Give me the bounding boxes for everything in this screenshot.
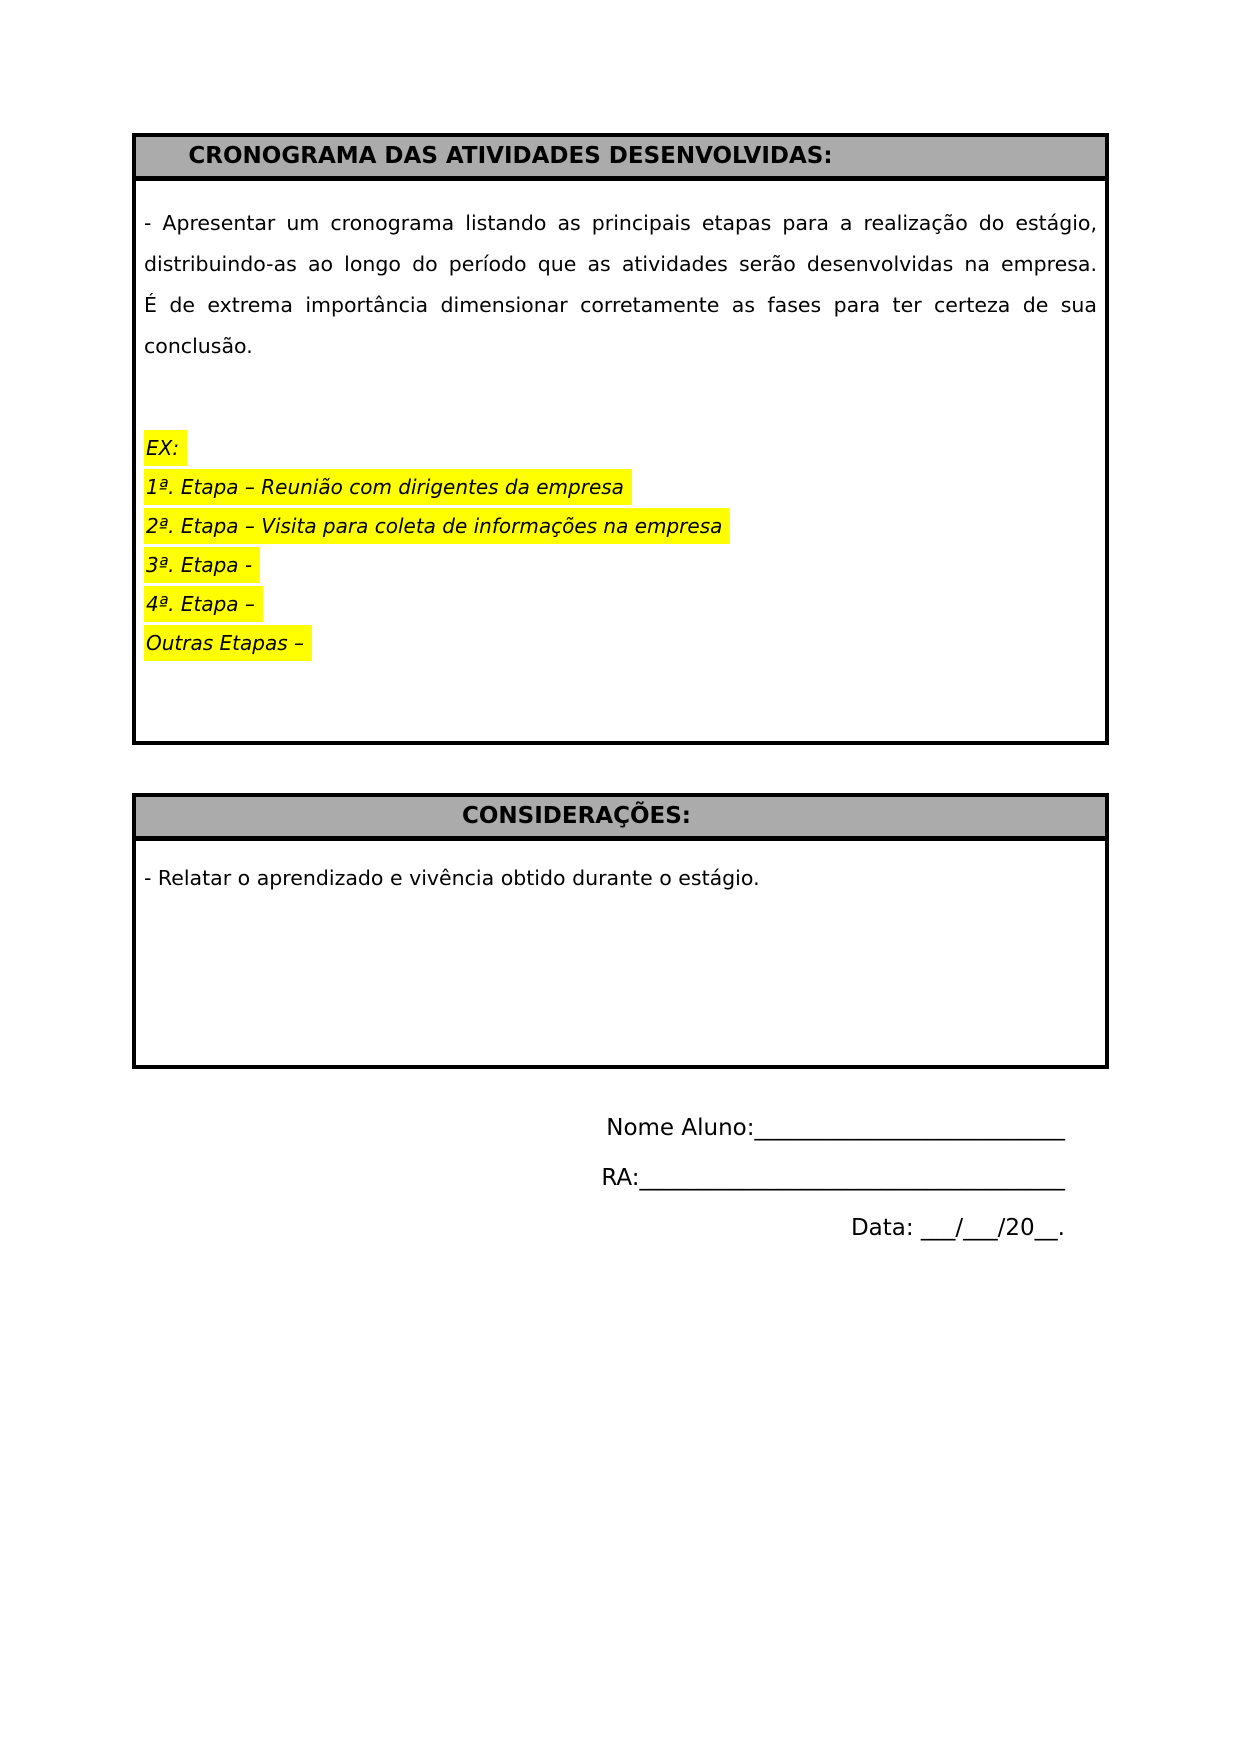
section-consideracoes-title: CONSIDERAÇÕES:	[136, 797, 1105, 841]
example-item-2: 2ª. Etapa – Visita para coleta de informações na empresa	[144, 508, 730, 544]
name-blank-line: ___________________________	[754, 1115, 1065, 1141]
example-label: EX:	[144, 430, 187, 466]
date-blank-text: Data: ___/___/20__.	[850, 1215, 1065, 1241]
paragraph-line: distribuindo-as ao longo do período que as atividades serão desenvolvidas na empresa.	[144, 252, 1097, 276]
example-item-outras: Outras Etapas –	[144, 625, 312, 661]
ra-label: RA:	[601, 1165, 640, 1191]
paragraph-line: - Apresentar um cronograma listando as principais etapas para a realização do estágio,	[144, 211, 1097, 235]
example-item-line	[144, 468, 1097, 507]
consideracoes-body: - Relatar o aprendizado e vivência obtido durante o estágio.	[144, 866, 760, 890]
section-cronograma	[132, 133, 1109, 745]
example-item-1: 1ª. Etapa – Reunião com dirigentes da empresa	[144, 469, 632, 505]
signature-row-date	[601, 1203, 1065, 1253]
cronograma-paragraph	[144, 203, 1097, 367]
example-item-3: 3ª. Etapa -	[144, 547, 260, 583]
example-item-4: 4ª. Etapa –	[144, 586, 263, 622]
section-cronograma-title: CRONOGRAMA DAS ATIVIDADES DESENVOLVIDAS:	[136, 137, 1105, 181]
example-item-line	[144, 507, 1097, 546]
example-list	[144, 429, 1097, 663]
paragraph-line: conclusão.	[144, 334, 253, 358]
paragraph-line: É de extrema importância dimensionar corretamente as fases para ter certeza de sua	[144, 293, 1097, 317]
example-item-line	[144, 624, 1097, 663]
ra-blank-line: _____________________________________	[639, 1165, 1065, 1191]
signature-row-ra	[601, 1153, 1065, 1203]
signature-block	[601, 1103, 1065, 1253]
name-label: Nome Aluno:	[606, 1115, 755, 1141]
example-item-line	[144, 546, 1097, 585]
signature-row-name	[601, 1103, 1065, 1153]
section-cronograma-content	[136, 181, 1105, 663]
section-consideracoes	[132, 793, 1109, 1069]
example-item-line	[144, 585, 1097, 624]
example-label-line	[144, 429, 1097, 468]
